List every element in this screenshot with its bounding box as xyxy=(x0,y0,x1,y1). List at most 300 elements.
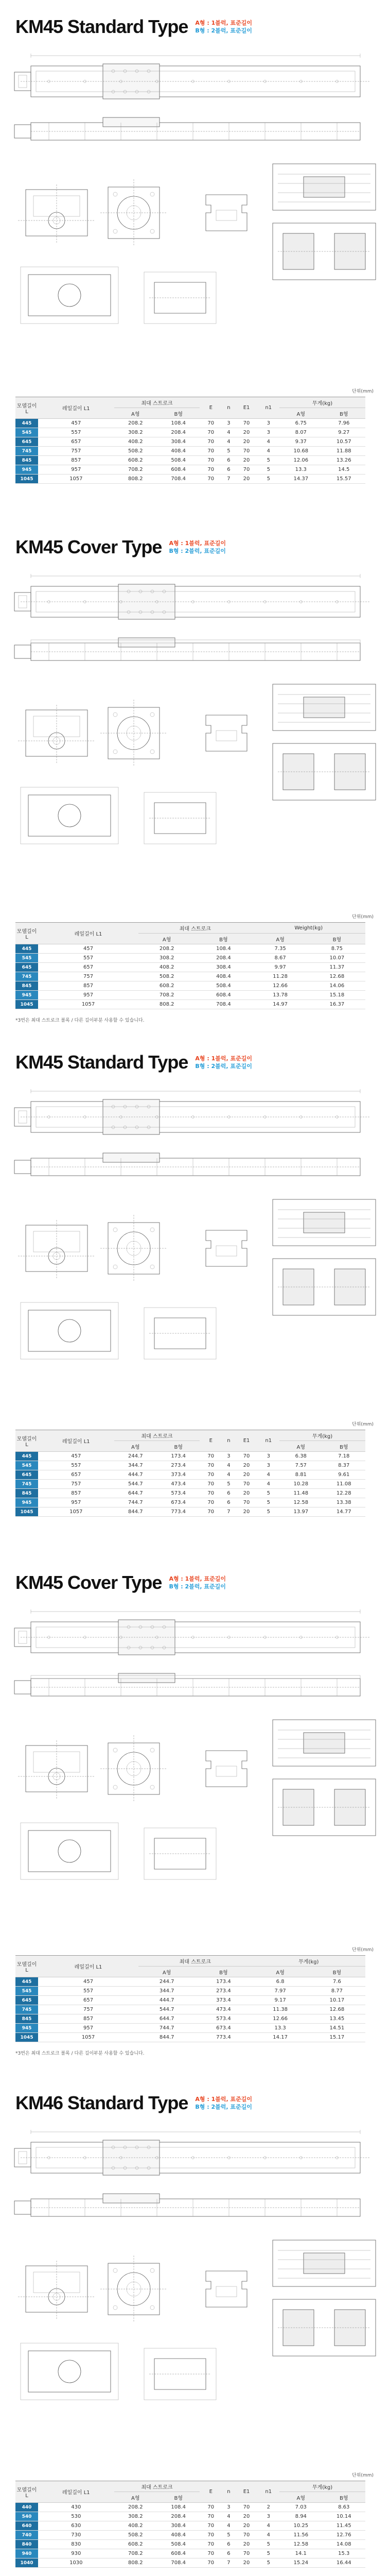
table-cell: 408.2 xyxy=(138,963,195,972)
table-cell: 13.38 xyxy=(323,1498,366,1507)
header-stroke-a: A형 xyxy=(114,408,157,419)
table-cell: 557 xyxy=(38,954,138,963)
table-cell: 1057 xyxy=(38,1000,138,1009)
table-cell: 957 xyxy=(38,2024,138,2033)
table-cell: 9.97 xyxy=(252,963,309,972)
table-cell: 5 xyxy=(257,465,279,474)
legend-b: B형 : 2블럭, 표준길이 xyxy=(195,27,252,34)
table-row xyxy=(15,991,365,1000)
model-cell: 745 xyxy=(15,2005,38,2014)
model-cell: 845 xyxy=(15,2014,38,2024)
table-cell: 644.7 xyxy=(138,2014,195,2024)
table-cell: 673.4 xyxy=(195,2024,252,2033)
legend-b: B형 : 2블럭, 표준길이 xyxy=(195,2104,252,2110)
model-cell: 445 xyxy=(15,1977,38,1987)
table-cell: 70 xyxy=(200,2549,222,2558)
legend-b: B형 : 2블럭, 표준길이 xyxy=(169,548,226,554)
table-cell: 6 xyxy=(222,2540,236,2549)
table-cell: 12.66 xyxy=(252,981,309,991)
section-title: KM45 Standard Type xyxy=(15,1052,188,1073)
unit-label: 단위(mm) xyxy=(352,389,374,394)
table-row xyxy=(15,1507,365,1517)
section-title: KM45 Cover Type xyxy=(15,1572,162,1593)
table-cell: 5 xyxy=(257,2558,279,2568)
table-cell: 6 xyxy=(222,1489,236,1498)
table-row xyxy=(15,419,365,428)
table-cell: 70 xyxy=(236,419,258,428)
table-cell: 844.7 xyxy=(138,2033,195,2042)
table-cell: 70 xyxy=(200,447,222,456)
table-cell: 7 xyxy=(222,2558,236,2568)
header-weight: 무게(kg) xyxy=(279,2481,365,2492)
table-cell: 14.77 xyxy=(323,1507,366,1517)
table-cell: 4 xyxy=(257,437,279,447)
table-cell: 14.5 xyxy=(323,465,366,474)
spec-table xyxy=(15,2481,365,2568)
model-cell: 745 xyxy=(15,447,38,456)
table-row xyxy=(15,1996,365,2005)
header-max-stroke: 최대 스트로크 xyxy=(138,923,252,934)
table-row xyxy=(15,2558,365,2568)
table-cell: 373.4 xyxy=(195,1996,252,2005)
header-rail-length: 레일길이 L1 xyxy=(38,397,114,419)
table-cell: 70 xyxy=(236,465,258,474)
table-cell: 70 xyxy=(200,1480,222,1489)
table-cell: 708.4 xyxy=(157,2558,200,2568)
table-cell: 708.4 xyxy=(195,1000,252,1009)
drawing-svg xyxy=(0,45,389,339)
header-stroke-b: B형 xyxy=(195,934,252,944)
header-stroke-a: A형 xyxy=(138,1967,195,1977)
table-cell: 14.1 xyxy=(279,2549,322,2558)
table-cell: 13.3 xyxy=(279,465,322,474)
table-cell: 808.2 xyxy=(114,2558,157,2568)
model-cell: 945 xyxy=(15,2024,38,2033)
technical-drawing xyxy=(0,45,389,339)
table-cell: 1030 xyxy=(38,2558,114,2568)
table-row xyxy=(15,1498,365,1507)
table-cell: 5 xyxy=(257,1498,279,1507)
header-n1: n1 xyxy=(257,2481,279,2503)
table-cell: 457 xyxy=(38,944,138,954)
table-cell: 12.58 xyxy=(279,2540,322,2549)
footnote: *3번은 최대 스트로크 볼록 / 다른 길이부분 사용할 수 있습니다. xyxy=(15,2051,145,2056)
table-cell: 557 xyxy=(38,1461,114,1470)
table-cell: 5 xyxy=(257,456,279,465)
table-cell: 408.4 xyxy=(195,972,252,981)
table-cell: 5 xyxy=(257,1489,279,1498)
table-cell: 12.76 xyxy=(323,2531,366,2540)
technical-drawing xyxy=(0,1601,389,1892)
table-cell: 20 xyxy=(236,2540,258,2549)
section-header xyxy=(15,536,226,558)
header-rail-length: 레일길이 L1 xyxy=(38,1956,138,1977)
type-legend xyxy=(195,1055,252,1070)
section-title: KM46 Standard Type xyxy=(15,2092,188,2113)
table-cell: 857 xyxy=(38,981,138,991)
model-cell: 945 xyxy=(15,1498,38,1507)
legend-a: A형 : 1블럭, 표준길이 xyxy=(169,1575,226,1582)
table-cell: 573.4 xyxy=(195,2014,252,2024)
model-cell: 845 xyxy=(15,1489,38,1498)
table-cell: 857 xyxy=(38,456,114,465)
table-cell: 16.37 xyxy=(309,1000,365,1009)
header-weight-a: A형 xyxy=(279,2492,322,2503)
section-km46-standard xyxy=(0,2076,389,2576)
table-cell: 10.68 xyxy=(279,447,322,456)
table-cell: 657 xyxy=(38,1470,114,1480)
table-cell: 2 xyxy=(257,2503,279,2512)
legend-a: A형 : 1블럭, 표준길이 xyxy=(169,540,226,547)
spec-table xyxy=(15,1430,365,1517)
table-cell: 70 xyxy=(200,2531,222,2540)
model-cell: 745 xyxy=(15,972,38,981)
table-cell: 8.81 xyxy=(279,1470,322,1480)
technical-drawing xyxy=(0,2122,389,2418)
drawing-svg xyxy=(0,1081,389,1372)
table-cell: 6.38 xyxy=(279,1452,322,1461)
table-cell: 930 xyxy=(38,2549,114,2558)
table-cell: 544.7 xyxy=(114,1480,157,1489)
header-rail-length: 레일길이 L1 xyxy=(38,2481,114,2503)
type-legend xyxy=(195,2095,252,2111)
header-weight: 무게(kg) xyxy=(279,397,365,408)
table-cell: 4 xyxy=(222,1461,236,1470)
header-weight-a: A형 xyxy=(252,1967,309,1977)
model-cell: 645 xyxy=(15,437,38,447)
table-cell: 3 xyxy=(257,1461,279,1470)
header-weight-a: A형 xyxy=(279,1441,322,1452)
header-stroke-b: B형 xyxy=(157,408,200,419)
header-weight: Weight(kg) xyxy=(252,923,365,934)
table-cell: 708.2 xyxy=(138,991,195,1000)
table-cell: 9.61 xyxy=(323,1470,366,1480)
legend-a: A형 : 1블럭, 표준길이 xyxy=(195,20,253,26)
table-row xyxy=(15,2024,365,2033)
section-title: KM45 Cover Type xyxy=(15,536,162,557)
table-cell: 11.37 xyxy=(309,963,365,972)
model-cell: 440 xyxy=(15,2503,38,2512)
table-row xyxy=(15,2531,365,2540)
table-cell: 6.8 xyxy=(252,1977,309,1987)
table-row xyxy=(15,1452,365,1461)
table-row xyxy=(15,2014,365,2024)
table-row xyxy=(15,1470,365,1480)
table-cell: 957 xyxy=(38,1498,114,1507)
table-row xyxy=(15,2521,365,2531)
table-cell: 273.4 xyxy=(157,1461,200,1470)
table-cell: 644.7 xyxy=(114,1489,157,1498)
table-cell: 308.4 xyxy=(157,437,200,447)
model-cell: 445 xyxy=(15,1452,38,1461)
table-cell: 3 xyxy=(257,428,279,437)
table-cell: 108.4 xyxy=(195,944,252,954)
table-cell: 70 xyxy=(200,474,222,484)
table-cell: 11.48 xyxy=(279,1489,322,1498)
section-header xyxy=(15,1571,226,1594)
table-row xyxy=(15,437,365,447)
table-cell: 7 xyxy=(222,474,236,484)
table-cell: 20 xyxy=(236,1489,258,1498)
section-km45-standard-b xyxy=(0,1036,389,1556)
model-cell: 445 xyxy=(15,419,38,428)
header-max-stroke: 최대 스트로크 xyxy=(114,397,200,408)
spec-table xyxy=(15,1955,365,2042)
table-cell: 70 xyxy=(236,447,258,456)
table-cell: 11.08 xyxy=(323,1480,366,1489)
table-cell: 608.4 xyxy=(195,991,252,1000)
table-cell: 20 xyxy=(236,2512,258,2521)
table-row xyxy=(15,456,365,465)
table-cell: 70 xyxy=(200,1470,222,1480)
table-cell: 14.97 xyxy=(252,1000,309,1009)
table-cell: 70 xyxy=(200,1452,222,1461)
table-cell: 108.4 xyxy=(157,419,200,428)
table-cell: 657 xyxy=(38,437,114,447)
table-cell: 508.4 xyxy=(157,456,200,465)
table-cell: 70 xyxy=(200,456,222,465)
table-cell: 13.78 xyxy=(252,991,309,1000)
header-stroke-b: B형 xyxy=(195,1967,252,1977)
spec-table xyxy=(15,922,365,1009)
table-cell: 408.2 xyxy=(114,437,157,447)
table-cell: 13.97 xyxy=(279,1507,322,1517)
model-cell: 640 xyxy=(15,2521,38,2531)
table-cell: 12.68 xyxy=(309,2005,365,2014)
table-cell: 1057 xyxy=(38,474,114,484)
table-cell: 10.07 xyxy=(309,954,365,963)
table-cell: 70 xyxy=(200,1498,222,1507)
table-cell: 808.2 xyxy=(138,1000,195,1009)
section-title: KM45 Standard Type xyxy=(15,16,188,37)
table-cell: 70 xyxy=(200,2503,222,2512)
table-cell: 70 xyxy=(236,2503,258,2512)
model-cell: 1045 xyxy=(15,1000,38,1009)
table-cell: 6 xyxy=(222,456,236,465)
table-cell: 408.4 xyxy=(157,447,200,456)
model-cell: 1045 xyxy=(15,474,38,484)
table-cell: 308.4 xyxy=(195,963,252,972)
table-cell: 4 xyxy=(257,2531,279,2540)
model-cell: 845 xyxy=(15,456,38,465)
table-cell: 15.24 xyxy=(279,2558,322,2568)
model-cell: 545 xyxy=(15,1461,38,1470)
table-cell: 473.4 xyxy=(195,2005,252,2014)
header-rail-length: 레일길이 L1 xyxy=(38,923,138,944)
header-e: E xyxy=(200,1430,222,1452)
table-cell: 14.51 xyxy=(309,2024,365,2033)
table-cell: 557 xyxy=(38,428,114,437)
table-cell: 14.37 xyxy=(279,474,322,484)
table-cell: 757 xyxy=(38,972,138,981)
table-cell: 9.37 xyxy=(279,437,322,447)
header-weight-a: A형 xyxy=(279,408,322,419)
table-cell: 5 xyxy=(257,2549,279,2558)
model-cell: 940 xyxy=(15,2549,38,2558)
table-cell: 830 xyxy=(38,2540,114,2549)
table-cell: 8.07 xyxy=(279,428,322,437)
table-cell: 16.44 xyxy=(323,2558,366,2568)
table-cell: 6.75 xyxy=(279,419,322,428)
drawing-svg xyxy=(0,566,389,859)
table-cell: 12.28 xyxy=(323,1489,366,1498)
table-cell: 408.4 xyxy=(157,2531,200,2540)
table-cell: 5 xyxy=(257,1507,279,1517)
unit-label: 단위(mm) xyxy=(352,2473,374,2478)
table-cell: 608.2 xyxy=(138,981,195,991)
table-cell: 8.63 xyxy=(323,2503,366,2512)
table-cell: 608.2 xyxy=(114,2540,157,2549)
table-cell: 1057 xyxy=(38,2033,138,2042)
table-cell: 244.7 xyxy=(138,1977,195,1987)
model-cell: 545 xyxy=(15,954,38,963)
drawing-svg xyxy=(0,2122,389,2418)
table-cell: 13.3 xyxy=(252,2024,309,2033)
legend-b: B형 : 2블럭, 표준길이 xyxy=(195,1063,252,1070)
table-cell: 844.7 xyxy=(114,1507,157,1517)
header-weight: 무게(kg) xyxy=(252,1956,365,1967)
table-row xyxy=(15,2512,365,2521)
table-cell: 244.7 xyxy=(114,1452,157,1461)
table-cell: 12.06 xyxy=(279,456,322,465)
table-cell: 7.6 xyxy=(309,1977,365,1987)
table-cell: 208.2 xyxy=(114,419,157,428)
table-cell: 757 xyxy=(38,1480,114,1489)
table-cell: 430 xyxy=(38,2503,114,2512)
model-cell: 545 xyxy=(15,428,38,437)
section-km45-cover-a xyxy=(0,520,389,1036)
table-row xyxy=(15,972,365,981)
table-row xyxy=(15,2033,365,2042)
model-cell: 1045 xyxy=(15,2033,38,2042)
model-cell: 445 xyxy=(15,944,38,954)
table-cell: 608.2 xyxy=(114,456,157,465)
table-cell: 7.35 xyxy=(252,944,309,954)
table-cell: 14.08 xyxy=(323,2540,366,2549)
table-cell: 273.4 xyxy=(195,1987,252,1996)
table-cell: 473.4 xyxy=(157,1480,200,1489)
table-cell: 344.7 xyxy=(138,1987,195,1996)
model-cell: 1040 xyxy=(15,2558,38,2568)
table-cell: 444.7 xyxy=(114,1470,157,1480)
table-cell: 8.37 xyxy=(323,1461,366,1470)
unit-label: 단위(mm) xyxy=(352,1947,374,1953)
type-legend xyxy=(195,19,252,35)
header-model-length: 모델길이 L xyxy=(15,1430,38,1452)
table-cell: 5 xyxy=(222,2531,236,2540)
table-row xyxy=(15,428,365,437)
technical-drawing xyxy=(0,566,389,859)
table-cell: 6 xyxy=(222,2549,236,2558)
header-max-stroke: 최대 스트로크 xyxy=(114,2481,200,2492)
table-cell: 708.4 xyxy=(157,474,200,484)
table-cell: 9.27 xyxy=(323,428,366,437)
table-cell: 20 xyxy=(236,437,258,447)
table-cell: 70 xyxy=(200,428,222,437)
table-cell: 20 xyxy=(236,2521,258,2531)
table-cell: 11.88 xyxy=(323,447,366,456)
table-cell: 457 xyxy=(38,1452,114,1461)
table-cell: 70 xyxy=(236,2531,258,2540)
table-cell: 1057 xyxy=(38,1507,114,1517)
technical-drawing xyxy=(0,1081,389,1372)
table-row xyxy=(15,447,365,456)
table-row xyxy=(15,1000,365,1009)
header-e1: E1 xyxy=(236,397,258,419)
header-max-stroke: 최대 스트로크 xyxy=(138,1956,252,1967)
table-cell: 308.4 xyxy=(157,2521,200,2531)
table-row xyxy=(15,954,365,963)
legend-b: B형 : 2블럭, 표준길이 xyxy=(169,1583,226,1590)
header-stroke-a: A형 xyxy=(114,2492,157,2503)
header-n1: n1 xyxy=(257,1430,279,1452)
header-weight-b: B형 xyxy=(309,934,365,944)
table-cell: 7.97 xyxy=(252,1987,309,1996)
table-cell: 608.4 xyxy=(157,2549,200,2558)
table-cell: 12.66 xyxy=(252,2014,309,2024)
table-cell: 20 xyxy=(236,1470,258,1480)
section-header xyxy=(15,2092,252,2114)
table-cell: 544.7 xyxy=(138,2005,195,2014)
table-cell: 7.03 xyxy=(279,2503,322,2512)
spec-table xyxy=(15,397,365,484)
table-cell: 9.17 xyxy=(252,1996,309,2005)
header-weight-b: B형 xyxy=(323,2492,366,2503)
table-cell: 208.2 xyxy=(114,2503,157,2512)
header-max-stroke: 최대 스트로크 xyxy=(114,1430,200,1441)
header-stroke-b: B형 xyxy=(157,2492,200,2503)
table-cell: 10.25 xyxy=(279,2521,322,2531)
table-cell: 70 xyxy=(200,2512,222,2521)
table-cell: 20 xyxy=(236,1507,258,1517)
table-cell: 4 xyxy=(257,2521,279,2531)
table-cell: 457 xyxy=(38,1977,138,1987)
table-cell: 70 xyxy=(200,1489,222,1498)
table-row xyxy=(15,2540,365,2549)
header-weight: 무게(kg) xyxy=(279,1430,365,1441)
table-cell: 173.4 xyxy=(195,1977,252,1987)
table-cell: 10.14 xyxy=(323,2512,366,2521)
table-row xyxy=(15,2503,365,2512)
header-n1: n1 xyxy=(257,397,279,419)
model-cell: 945 xyxy=(15,991,38,1000)
table-cell: 630 xyxy=(38,2521,114,2531)
table-cell: 15.57 xyxy=(323,474,366,484)
header-weight-b: B형 xyxy=(323,1441,366,1452)
model-cell: 945 xyxy=(15,465,38,474)
table-row xyxy=(15,465,365,474)
table-row xyxy=(15,2549,365,2558)
table-cell: 12.68 xyxy=(309,972,365,981)
table-cell: 308.2 xyxy=(114,2512,157,2521)
header-e: E xyxy=(200,2481,222,2503)
table-cell: 344.7 xyxy=(114,1461,157,1470)
table-cell: 8.67 xyxy=(252,954,309,963)
table-cell: 8.75 xyxy=(309,944,365,954)
model-cell: 845 xyxy=(15,981,38,991)
table-cell: 20 xyxy=(236,474,258,484)
table-cell: 15.3 xyxy=(323,2549,366,2558)
table-cell: 744.7 xyxy=(114,1498,157,1507)
table-cell: 20 xyxy=(236,428,258,437)
header-rail-length: 레일길이 L1 xyxy=(38,1430,114,1452)
table-cell: 4 xyxy=(222,437,236,447)
header-weight-b: B형 xyxy=(309,1967,365,1977)
model-cell: 545 xyxy=(15,1987,38,1996)
table-cell: 773.4 xyxy=(195,2033,252,2042)
table-cell: 673.4 xyxy=(157,1498,200,1507)
table-cell: 957 xyxy=(38,991,138,1000)
